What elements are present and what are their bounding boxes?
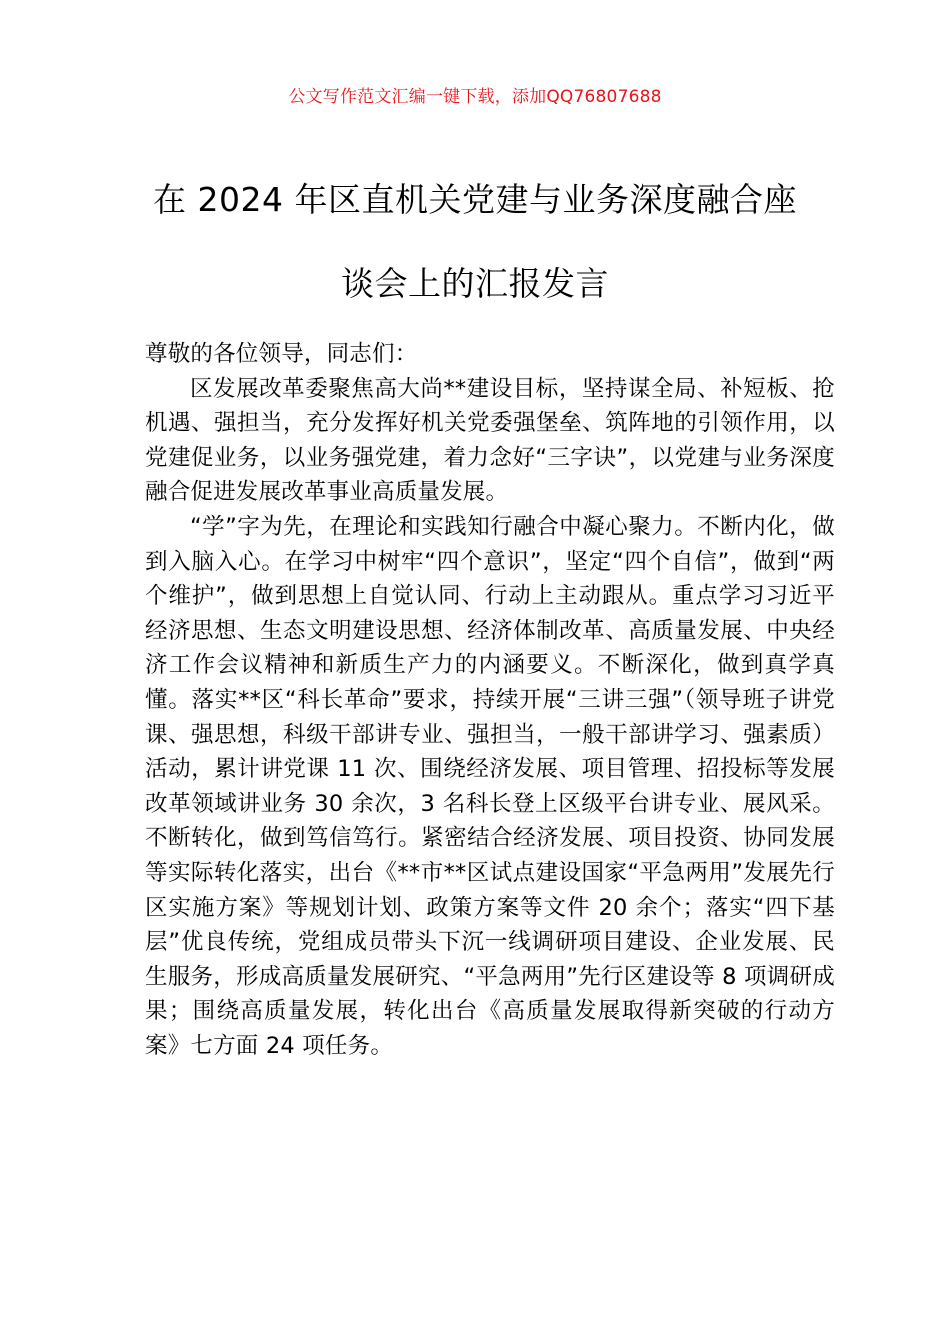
document-body: [145, 337, 835, 1063]
document-title: [120, 158, 830, 326]
paragraph-intro: 区发展改革委聚焦高大尚**建设目标，坚持谋全局、补短板、抢机遇、强担当，充分发挥好机关党委强堡垒、筑阵地的引领作用，以党建促业务，以业务强党建，着力念好“三字诀”，以党建与业务深度融合促进发展改革事业高质量发展。: [145, 375, 835, 506]
salutation: 尊敬的各位领导，同志们：: [145, 341, 418, 367]
title-line-1: 在 2024 年区直机关党建与业务深度融合座: [153, 180, 797, 219]
promo-banner: 公文写作范文汇编一键下载，添加QQ76807688: [288, 87, 662, 107]
title-line-2: 谈会上的汇报发言: [341, 264, 609, 303]
paragraph-study: “学”字为先，在理论和实践知行融合中凝心聚力。不断内化，做到入脑入心。在学习中树牢“四个意识”，坚定“四个自信”，做到“两个维护”，做到思想上自觉认同、行动上主动跟从。重点学习习近平经济思想、生态文明建设思想、经济体制改革、高质量发展、中央经济工作会议精神和新质生产力的内涵要义。不断深化，做到真学真懂。落实**区“科长革命”要求，持续开展“三讲三强”（领导班子讲党课、强思想，科级干部讲专业、强担当，一般干部讲学习、强素质）活动，累计讲党课 11 次、围绕经济发展、项目管理、招投标等发展改革领域讲业务 30 余次，3 名科长登上区级平台讲专业、展风采。不断转化，做到笃信笃行。紧密结合经济发展、项目投资、协同发展等实际转化落实，出台《**市**区试点建设国家“平急两用”发展先行区实施方案》等规划计划、政策方案等文件 20 余个；落实“四下基层”优良传统，党组成员带头下沉一线调研项目建设、企业发展、民生服务，形成高质量发展研究、“平急两用”先行区建设等 8 项调研成果；围绕高质量发展，转化出台《高质量发展取得新突破的行动方案》七方面 24 项任务。: [145, 513, 835, 1059]
